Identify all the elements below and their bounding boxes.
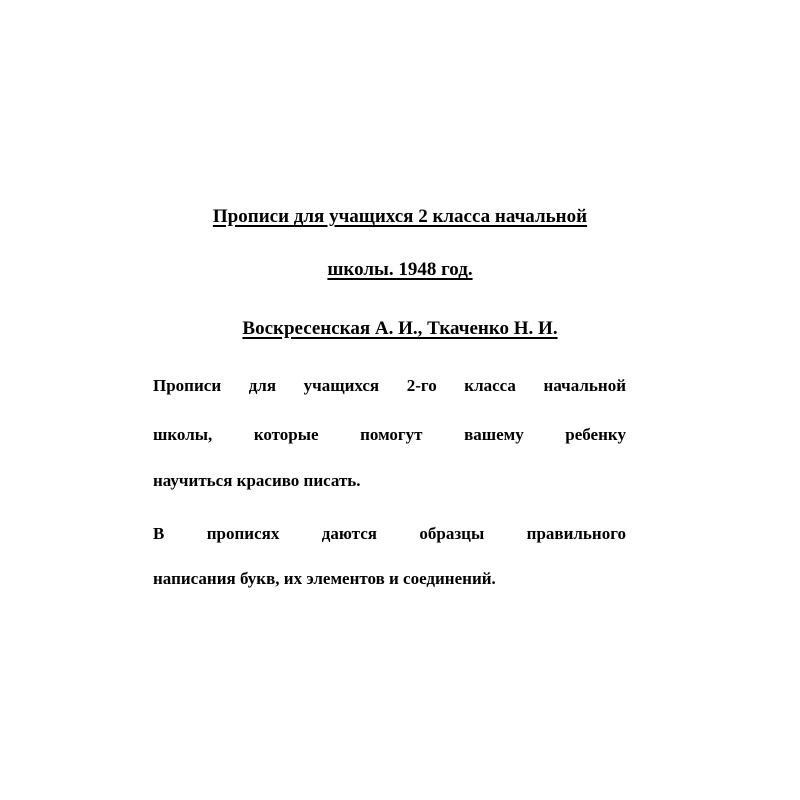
- word: помогут: [360, 425, 423, 444]
- word: класса: [464, 376, 516, 395]
- paragraph-2-line-2: написания букв, их элементов и соединений.: [153, 569, 496, 588]
- paragraph-1-line-1: [153, 375, 626, 397]
- word: образцы: [419, 524, 485, 543]
- title-line-2: [0, 258, 800, 282]
- paragraph-1-line-3: научиться красиво писать.: [153, 471, 361, 490]
- word: даются: [321, 524, 377, 543]
- title-text-1: Прописи для учащихся 2 класса начальной: [212, 206, 588, 227]
- title-line-1: [0, 205, 800, 229]
- word: 2-го: [406, 376, 437, 395]
- word: Прописи: [153, 376, 222, 395]
- authors-line: [0, 317, 800, 341]
- word: вашему: [464, 425, 524, 444]
- authors-text: Воскресенская А. И., Ткаченко Н. И.: [242, 318, 558, 339]
- word: начальной: [543, 376, 626, 395]
- title-text-2: школы. 1948 год.: [327, 259, 473, 280]
- word: правильного: [526, 524, 626, 543]
- word: прописях: [206, 524, 280, 543]
- word: для: [248, 376, 277, 395]
- word: которые: [253, 425, 319, 444]
- paragraph-1-line-2: [153, 424, 626, 446]
- word: В: [153, 524, 165, 543]
- word: ребенку: [565, 425, 626, 444]
- paragraph-2-line-1: [153, 523, 626, 545]
- word: учащихся: [303, 376, 380, 395]
- word: школы,: [153, 425, 213, 444]
